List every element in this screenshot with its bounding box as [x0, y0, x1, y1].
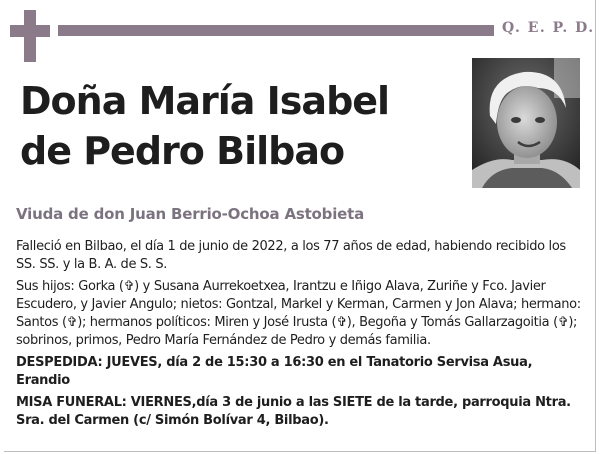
- cross-icon: [10, 10, 50, 62]
- family-paragraph: Sus hijos: Gorka (✞) y Susana Aurrekoetxea, Irantzu e Iñigo Alava, Zuriñe y Fco. Javier Escudero, y Javier Angulo; nietos: Gontzal, Markel y Kerman, Carmen y Jon Alava; hermano: Santos (✞); hermanos políticos: Miren y José Irusta (✞), Begoña y Tomás Gallarzagoitia (✞); sobrinos, primos, Pedro María Fernández de Pedro y demás familia.: [16, 279, 581, 348]
- name-line-1: Doña María Isabel: [20, 79, 390, 123]
- widow-of-line: Viuda de don Juan Berrio-Ochoa Astobieta: [16, 205, 365, 223]
- death-paragraph: Falleció en Bilbao, el día 1 de junio de 2022, a los 77 años de edad, habiendo recibido los SS. SS. y la B. A. de S. S.: [16, 239, 566, 272]
- qepd-label: Q. E. P. D.: [502, 20, 595, 36]
- notice-body: [16, 238, 584, 434]
- funeral-paragraph: MISA FUNERAL: VIERNES,día 3 de junio a las SIETE de la tarde, parroquia Ntra. Sra. del Carmen (c/ Simón Bolívar 4, Bilbao).: [16, 395, 571, 428]
- portrait-photo: [472, 58, 580, 188]
- farewell-paragraph: DESPEDIDA: JUEVES, día 2 de 15:30 a 16:30 en el Tanatorio Servisa Asua, Erandio: [16, 355, 533, 388]
- header-divider: [58, 25, 494, 36]
- deceased-name: [20, 76, 460, 176]
- name-line-2: de Pedro Bilbao: [20, 129, 345, 173]
